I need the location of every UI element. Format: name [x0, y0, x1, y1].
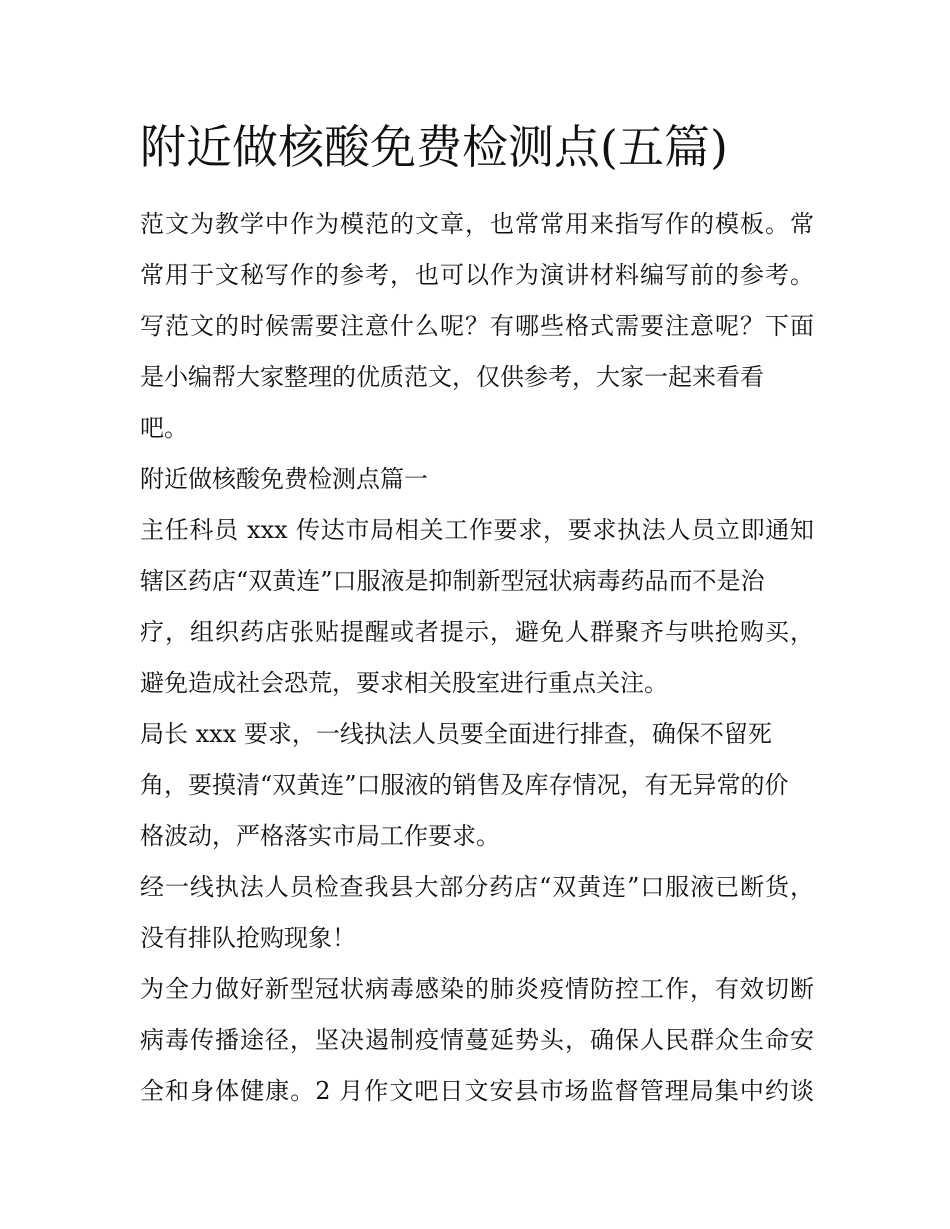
paragraph-3-line-2: 没有排队抢购现象！: [140, 924, 356, 952]
document-title: 附近做核酸免费检测点(五篇): [140, 120, 728, 174]
paragraph-4-line-1: 为全力做好新型冠状病毒感染的肺炎疫情防控工作，有效切断: [140, 975, 814, 1003]
paragraph-2-line-1: 局长 xxx 要求，一线执法人员要全面进行排查，确保不留死: [140, 720, 772, 748]
section-heading-1: 附近做核酸免费检测点篇一: [140, 465, 428, 493]
paragraph-1-line-1: 主任科员 xxx 传达市局相关工作要求，要求执法人员立即通知: [140, 516, 814, 544]
intro-line-5: 吧。: [140, 414, 188, 442]
intro-line-1: 范文为教学中作为模范的文章，也常常用来指写作的模板。常: [140, 210, 814, 238]
paragraph-2-line-2: 角，要摸清“双黄连”口服液的销售及库存情况，有无异常的价: [140, 771, 789, 799]
intro-line-2: 常用于文秘写作的参考，也可以作为演讲材料编写前的参考。: [140, 261, 814, 289]
paragraph-1-line-3: 疗，组织药店张贴提醒或者提示，避免人群聚齐与哄抢购买，: [140, 618, 814, 646]
paragraph-3-line-1: 经一线执法人员检查我县大部分药店“双黄连”口服液已断货，: [140, 873, 814, 901]
intro-line-4: 是小编帮大家整理的优质范文，仅供参考，大家一起来看看: [140, 363, 764, 391]
paragraph-1-line-4: 避免造成社会恐荒，要求相关股室进行重点关注。: [140, 669, 668, 697]
intro-line-3: 写范文的时候需要注意什么呢？有哪些格式需要注意呢？下面: [140, 312, 814, 340]
paragraph-2-line-3: 格波动，严格落实市局工作要求。: [140, 822, 500, 850]
paragraph-1-line-2: 辖区药店“双黄连”口服液是抑制新型冠状病毒药品而不是治: [140, 567, 765, 595]
paragraph-4-line-2: 病毒传播途径，坚决遏制疫情蔓延势头，确保人民群众生命安: [140, 1026, 814, 1054]
paragraph-4-line-3: 全和身体健康。2 月作文吧日文安县市场监督管理局集中约谈: [140, 1077, 814, 1105]
document-body: [140, 199, 814, 1117]
